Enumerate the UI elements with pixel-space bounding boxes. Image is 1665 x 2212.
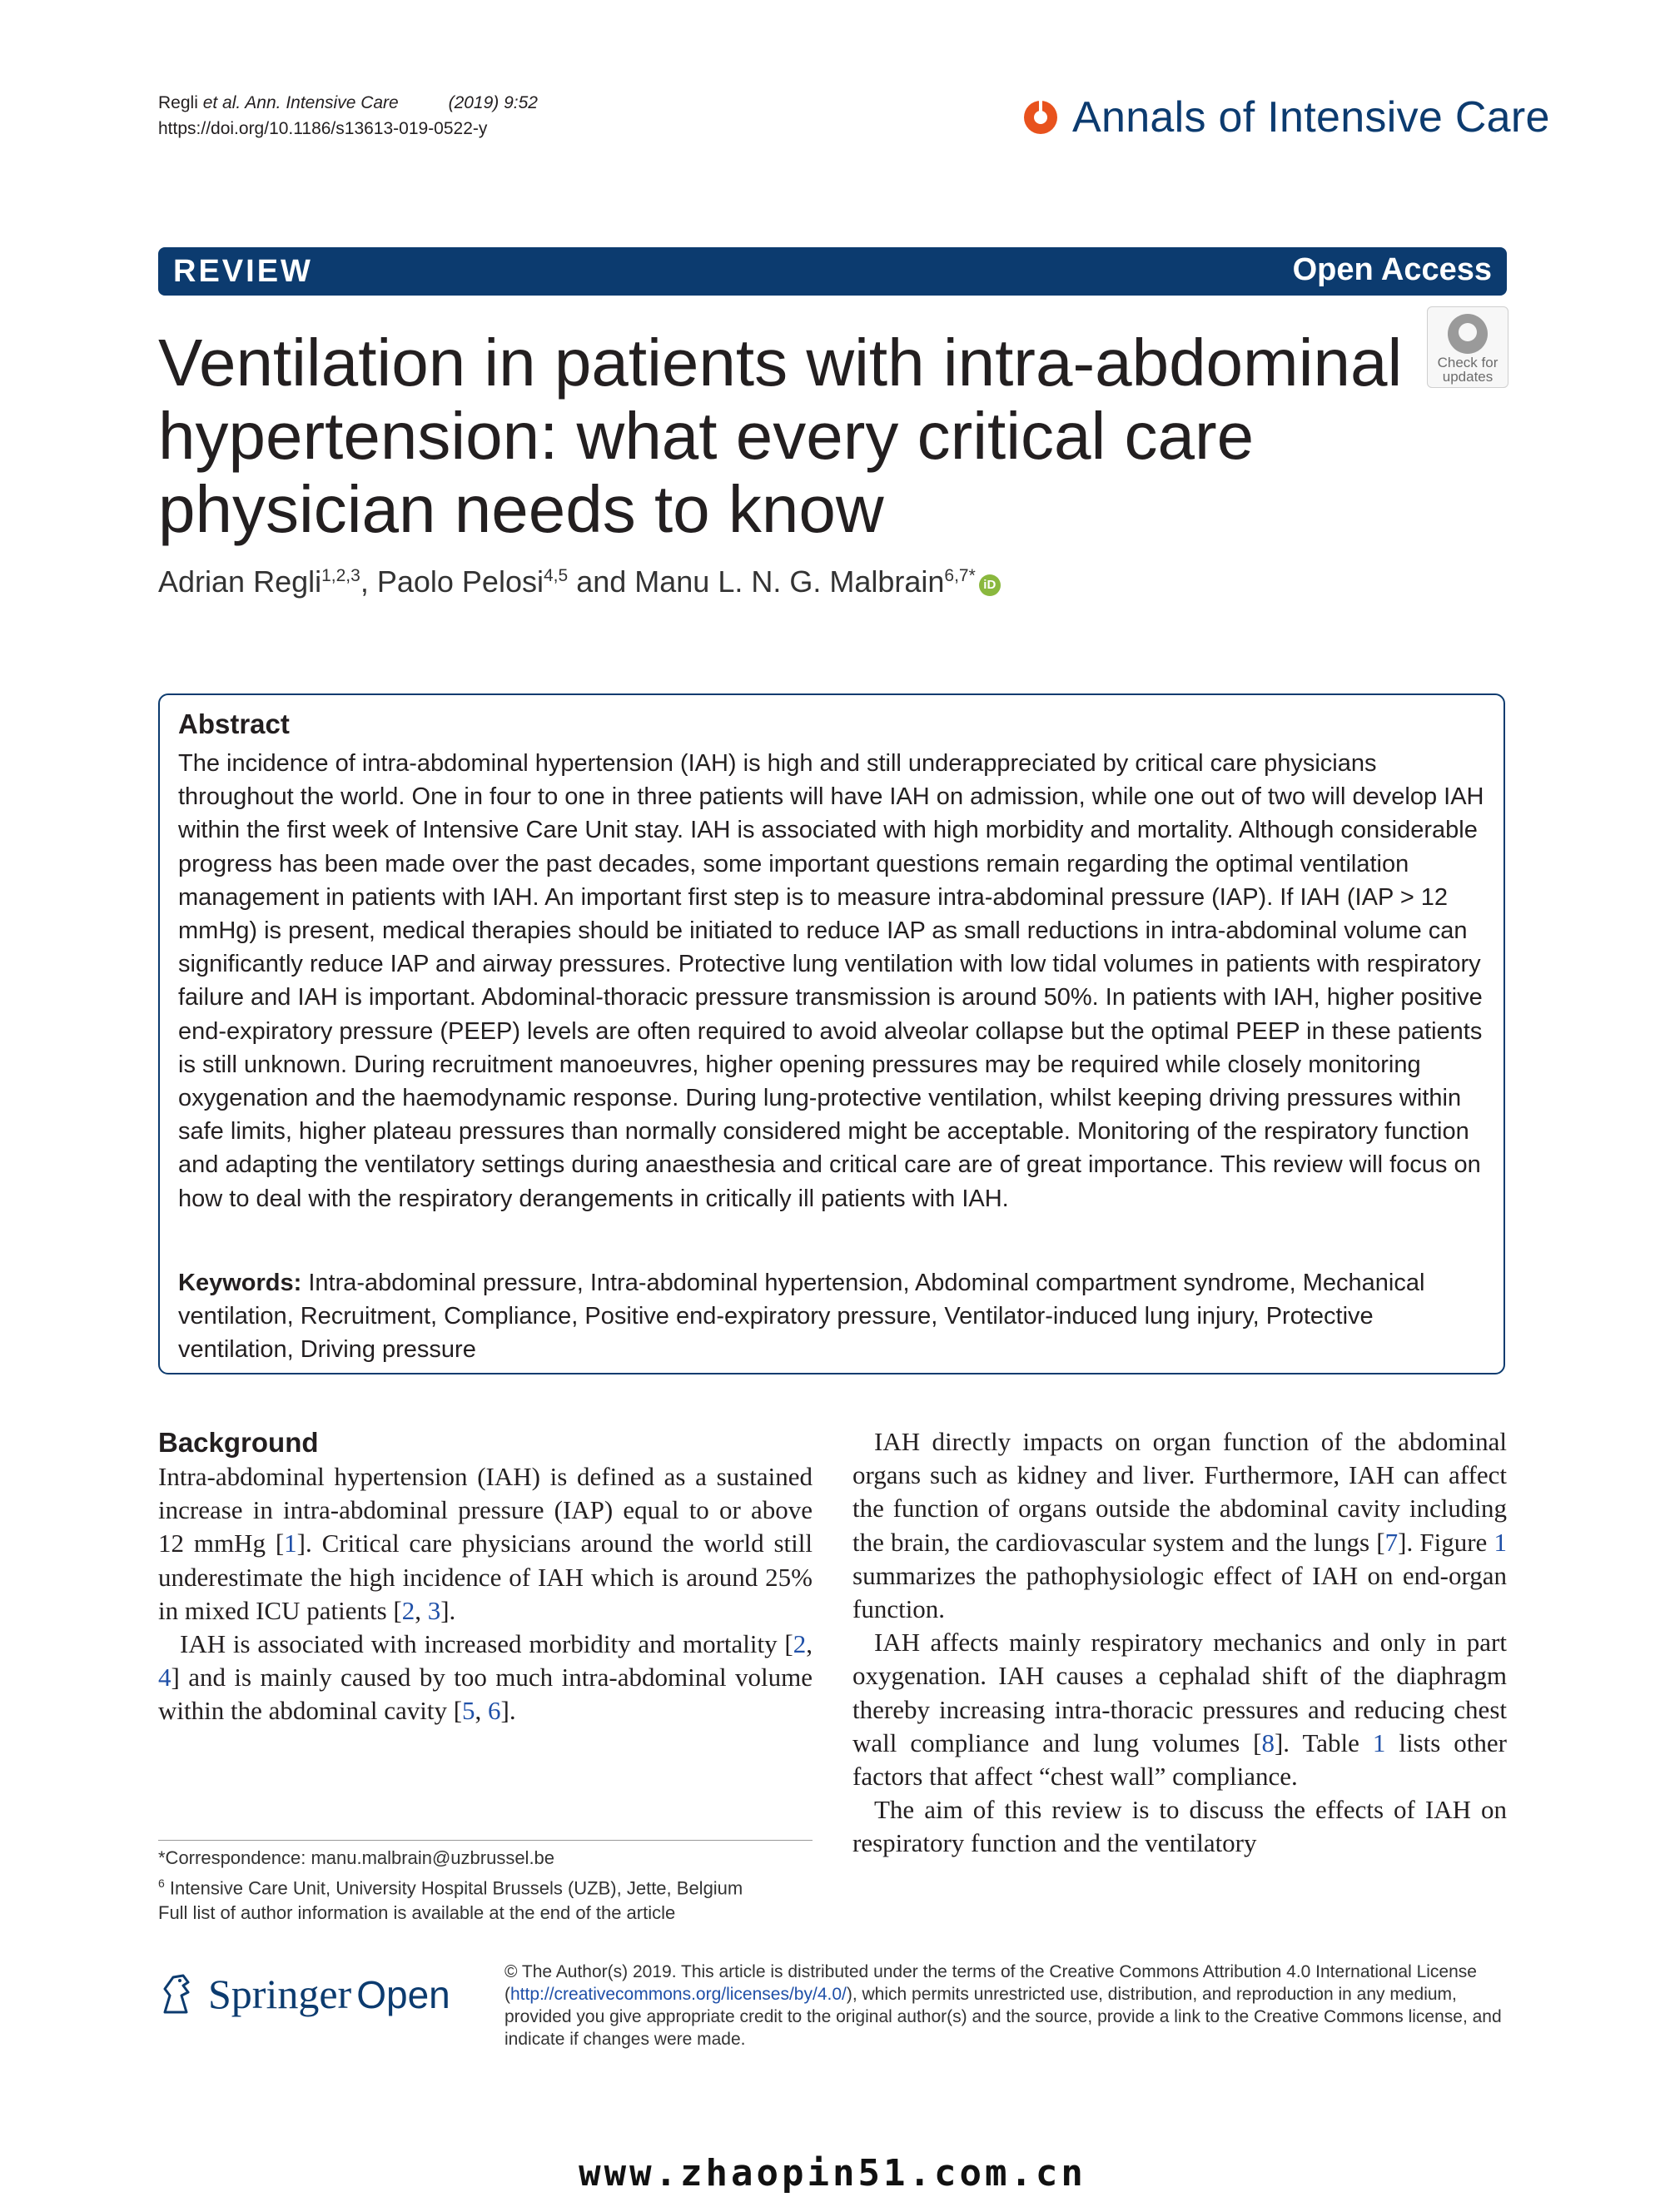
watermark: www.zhaopin51.com.cn: [579, 2152, 1086, 2195]
license-part: ), which permits unrestricted use, distribution, and reproduction in any medium, provided you give appropriate credit to the original author(s) and the source, provide a link to the Creative Commons license, and indicate if changes were made.: [504, 1985, 1502, 2049]
citation-header: [158, 90, 538, 142]
left-column: [158, 1425, 813, 1728]
citation-link[interactable]: 1: [284, 1529, 297, 1558]
author-info-note: Full list of author information is available at the end of the article: [158, 1902, 676, 1924]
abstract-box: [158, 693, 1505, 1374]
paragraph-text: ] and is mainly caused by too much intra-abdominal volume within the abdominal cavity [: [158, 1663, 813, 1726]
paragraph-text: summarizes the pathophysiologic effect of IAH on end-organ function.: [852, 1560, 1507, 1624]
paragraph-text: ]. Figure: [1398, 1527, 1494, 1557]
open-access-label: Open Access: [1292, 252, 1492, 287]
keywords: [178, 1266, 1494, 1367]
paragraph: [158, 1628, 813, 1728]
paragraph-text: IAH is associated with increased morbidity and mortality [: [180, 1629, 793, 1659]
check-updates-line1: Check for: [1437, 355, 1498, 370]
citation-link[interactable]: 2: [401, 1595, 415, 1625]
doi-link[interactable]: https://doi.org/10.1186/s13613-019-0522-y: [158, 119, 488, 138]
right-column: [852, 1425, 1507, 1861]
paragraph-text: ,: [475, 1696, 489, 1726]
keywords-label: Keywords:: [178, 1270, 302, 1296]
author-affiliation: 1,2,3: [321, 566, 360, 585]
correspondence[interactable]: *Correspondence: manu.malbrain@uzbrussel.be: [158, 1847, 555, 1868]
check-updates-line2: updates: [1442, 369, 1494, 385]
author-separator: ,: [360, 564, 377, 599]
author-affiliation: 6,7*: [944, 566, 976, 585]
author-name[interactable]: Manu L. N. G. Malbrain: [634, 564, 945, 599]
paragraph-text: ]. Critical care physicians around the world still underestimate the high incidence of IAH which is around 25% in mixed ICU patients [: [158, 1529, 813, 1625]
publisher-logo[interactable]: [158, 1965, 450, 2023]
paragraph-text: ,: [806, 1629, 813, 1659]
section-heading-background: Background: [158, 1427, 319, 1458]
author-affiliation: 4,5: [543, 566, 569, 585]
bookmark-icon: [1448, 314, 1488, 354]
journal-name: Annals of Intensive Care: [1072, 93, 1550, 142]
author-name[interactable]: Adrian Regli: [158, 564, 322, 599]
figure-link[interactable]: 1: [1494, 1527, 1507, 1557]
citation-link[interactable]: 4: [158, 1663, 171, 1693]
paragraph: [852, 1626, 1507, 1793]
publisher-open: Open: [356, 1973, 450, 2016]
paragraph-text: ,: [415, 1595, 428, 1625]
paragraph-text: IAH directly impacts on organ function of the abdominal organs such as kidney and liver. Furthermore, IAH can affect the function of organs outside the abdominal cavity including the brain, the cardiovascular system and the lungs [: [852, 1427, 1507, 1557]
license-link[interactable]: http://creativecommons.org/licenses/by/4.0/: [510, 1985, 847, 2004]
paragraph: [852, 1425, 1507, 1626]
affiliation: [158, 1871, 813, 1901]
cite-journal: et al. Ann. Intensive Care: [202, 93, 399, 112]
publisher-name: [208, 1970, 450, 2018]
check-for-updates-button[interactable]: [1427, 306, 1508, 388]
author-separator: and: [568, 564, 635, 599]
article-title: Ventilation in patients with intra-abdominal hypertension: what every critical care physician needs to know: [158, 326, 1403, 546]
footnote: [158, 1840, 813, 1926]
citation-link[interactable]: 6: [488, 1696, 501, 1726]
paragraph-text: IAH affects mainly respiratory mechanics and only in part oxygenation. IAH causes a cephalad shift of the diaphragm thereby increasing intra-thoracic pressures and reducing chest wall compliance and lung volumes [: [852, 1628, 1507, 1757]
springer-horse-icon: [158, 1971, 196, 2017]
publisher-springer: Springer: [208, 1971, 352, 2017]
article-type-banner: [158, 247, 1507, 296]
paragraph: The aim of this review is to discuss the effects of IAH on respiratory function and the ventilatory: [852, 1795, 1507, 1858]
author-list: [158, 564, 1001, 599]
affiliation-text: Intensive Care Unit, University Hospital Brussels (UZB), Jette, Belgium: [164, 1877, 743, 1899]
paragraph-text: ].: [500, 1696, 516, 1726]
article-type: REVIEW: [173, 254, 313, 289]
cite-year: (2019) 9:52: [448, 93, 538, 112]
paragraph-text: ]. Table: [1274, 1727, 1373, 1757]
citation-link[interactable]: 7: [1384, 1527, 1399, 1557]
paragraph-text: lists other factors that affect “chest wall” compliance.: [852, 1727, 1508, 1792]
journal-logo-icon: [1024, 101, 1057, 134]
abstract-text: The incidence of intra-abdominal hypertension (IAH) is high and still underappreciated by critical care physicians throughout the world. One in four to one in three patients will have IAH on admission, while one out of two will develop IAH within the first week of Intensive Care Unit stay. IAH is associated with high morbidity and mortality. Although considerable progress has been made over the past decades, some important questions remain regarding the optimal ventilation management in patients with IAH. An important first step is to measure intra-abdominal pressure (IAP). If IAH (IAP > 12 mmHg) is present, medical therapies should be initiated to reduce IAP as small reductions in intra-abdominal volume can significantly reduce IAP and airway pressures. Protective lung ventilation with low tidal volumes in patients with respiratory failure and IAH is important. Abdominal-thoracic pressure transmission is around 50%. In patients with IAH, higher positive end-expiratory pressure (PEEP) levels are often required to avoid alveolar collapse but the optimal PEEP in these patients is still unknown. During recruitment manoeuvres, higher opening pressures may be required while closely monitoring oxygenation and the haemodynamic response. During lung-protective ventilation, whilst keeping driving pressures within safe limits, higher plateau pressures than normally considered might be acceptable. Monitoring of the respiratory function and adapting the ventilatory settings during anaesthesia and critical care are of great importance. This review will focus on how to deal with the respiratory derangements in critically ill patients with IAH.: [178, 750, 1484, 1212]
author-name[interactable]: Paolo Pelosi: [376, 564, 544, 599]
affiliation-number: 6: [158, 1876, 165, 1890]
citation-link[interactable]: 2: [793, 1629, 807, 1659]
journal-brand[interactable]: [1024, 88, 1550, 147]
cite-authors: Regli: [158, 93, 203, 112]
orcid-icon[interactable]: iD: [979, 574, 1001, 596]
paragraph-text: Intra-abdominal hypertension (IAH) is defined as a sustained increase in intra-abdominal pressure (IAP) equal to or above 12 mmHg [: [158, 1462, 813, 1558]
license-text: [504, 1961, 1503, 2050]
paragraph-text: ].: [440, 1595, 456, 1625]
abstract-heading: Abstract: [178, 708, 290, 739]
citation-link[interactable]: 5: [462, 1696, 475, 1726]
keywords-list: Intra-abdominal pressure, Intra-abdominal hypertension, Abdominal compartment syndrome, Mechanical ventilation, Recruitment, Compliance, Positive end-expiratory pressure, Ventilator-induced lung injury, Protective ventilation, Driving pressure: [178, 1270, 1425, 1364]
paragraph: [158, 1460, 813, 1628]
table-link[interactable]: 1: [1372, 1727, 1386, 1757]
license-part: © The Author(s) 2019. This article is distributed under the terms of the Creative Commons Attribution 4.0 International License (: [504, 1962, 1477, 2004]
citation-link[interactable]: 3: [427, 1595, 441, 1625]
citation-link[interactable]: 8: [1261, 1727, 1275, 1757]
